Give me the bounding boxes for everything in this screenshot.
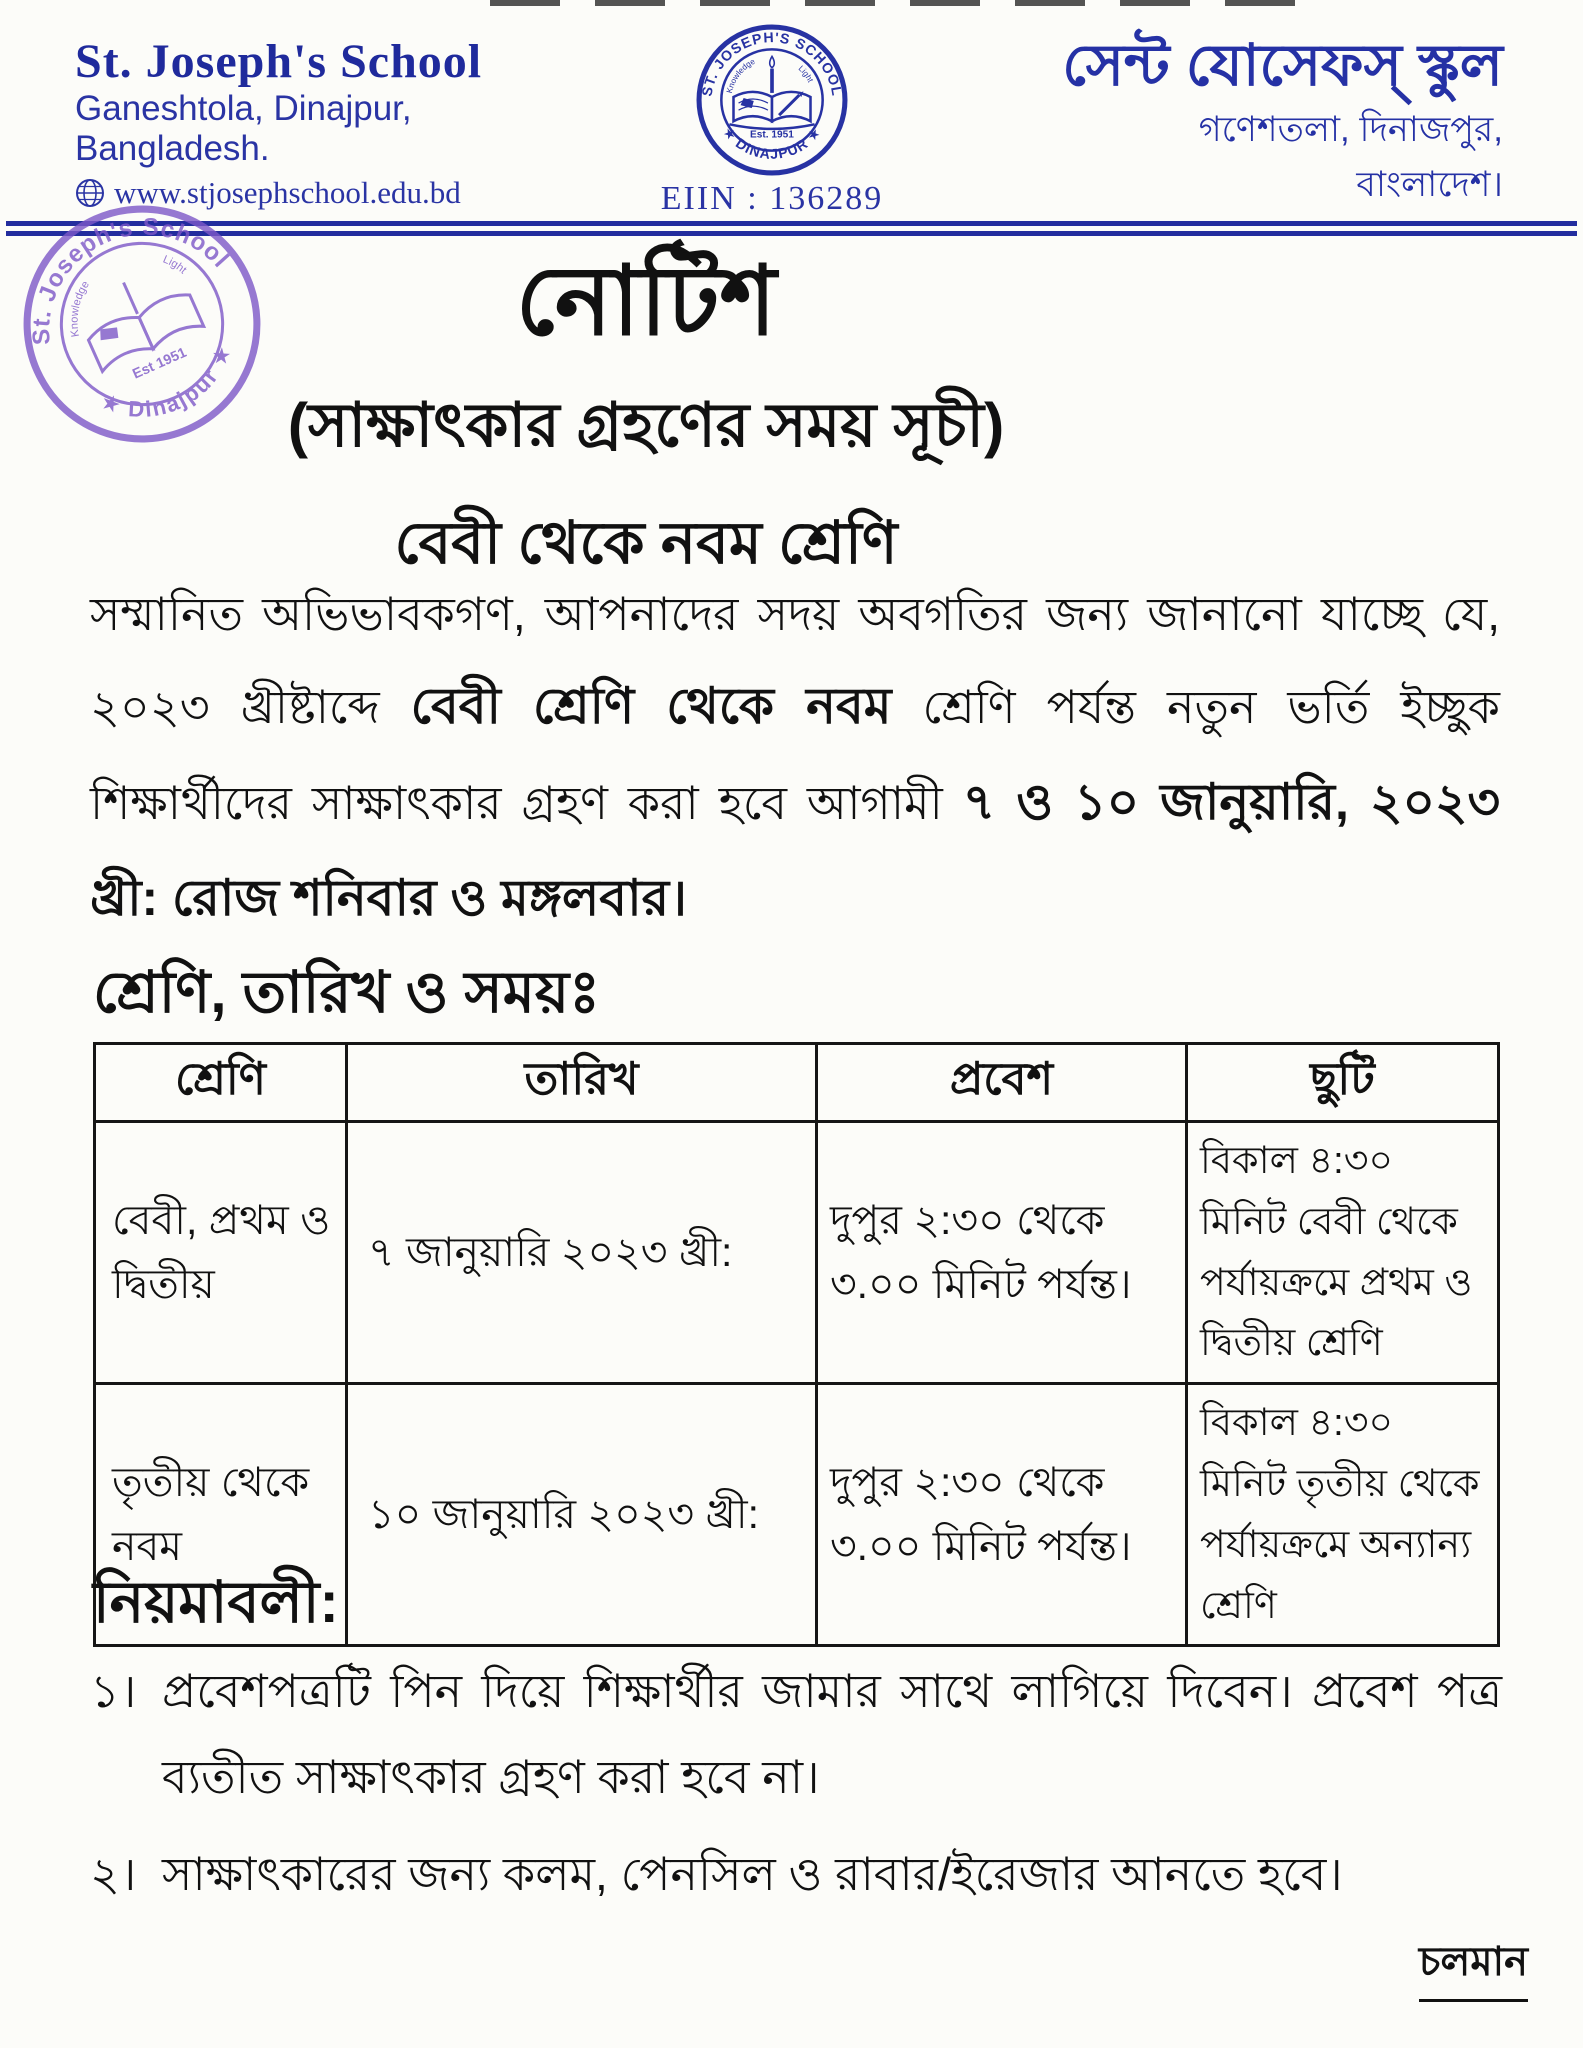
- rule-item: [90, 1648, 1502, 1821]
- notice-heading-block: [90, 248, 1202, 596]
- website-url: www.stjosephschool.edu.bd: [114, 174, 461, 210]
- stamp-light-text: Light: [161, 253, 189, 277]
- table-row: [95, 1122, 1499, 1384]
- rule-item: [90, 1831, 1502, 1917]
- notice-audience: বেবী থেকে নবম শ্রেণি: [394, 509, 898, 576]
- school-logo: [696, 24, 848, 176]
- schedule-heading: শ্রেণি, তারিখ ও সময়ঃ: [93, 960, 601, 1025]
- address-english-line2: Bangladesh.: [75, 129, 270, 169]
- eiin-number: EIIN : 136289: [660, 180, 884, 217]
- logo-ring-bottom-text: ★ DINAJPUR ★: [718, 124, 826, 163]
- header-divider: [6, 221, 1577, 236]
- cell-class: তৃতীয় থেকে নবম: [95, 1384, 347, 1646]
- globe-icon: [75, 178, 105, 208]
- stamp-ring-bottom-text: ★ Dinajpur ★: [97, 340, 238, 423]
- stamp-est-text: Est 1951: [129, 343, 189, 382]
- letterhead-left: [75, 34, 482, 211]
- logo-ring-top-text: ST. JOSEPH'S SCHOOL: [699, 30, 845, 98]
- cell-dismissal: বিকাল ৪:৩০ মিনিট বেবী থেকে পর্যায়ক্রমে প্রথম ও দ্বিতীয় শ্রেণি: [1187, 1122, 1499, 1384]
- cell-entry: দুপুর ২:৩০ থেকে ৩.০০ মিনিট পর্যন্ত।: [817, 1384, 1187, 1646]
- schedule-table: [93, 1042, 1500, 1647]
- rule-number: ১।: [90, 1665, 137, 1717]
- school-name-bengali: সেন্ট যোসেফস্ স্কুল: [1062, 33, 1503, 98]
- stamp-ring-top-text: St. Joseph's School: [27, 213, 235, 346]
- logo-knowledge-text: Knowledge: [724, 56, 757, 95]
- address-bengali-line2: বাংলাদেশ।: [1356, 165, 1503, 205]
- paragraph-segment-bold: বেবী শ্রেণি থেকে নবম: [410, 678, 892, 735]
- address-bengali-line1: গণেশতলা, দিনাজপুর,: [1198, 109, 1503, 149]
- notice-title: নোটিশ: [515, 248, 777, 355]
- address-english-line1: Ganeshtola, Dinajpur,: [75, 89, 412, 128]
- col-header-date: তারিখ: [347, 1044, 817, 1122]
- paragraph-segment-bold: ৭ ও ১০ জানুয়ারি, ২০২৩ খ্রী: রোজ শনিবার ও মঙ্গলবার।: [90, 774, 1500, 927]
- continued-label: চলমান: [1419, 1930, 1528, 2002]
- svg-text:Light: [797, 64, 816, 85]
- candle-icon: [770, 56, 775, 92]
- open-book-icon: [729, 91, 814, 129]
- rules-list: [90, 1648, 1502, 1927]
- cell-dismissal: বিকাল ৪:৩০ মিনিট তৃতীয় থেকে পর্যায়ক্রমে অন্যান্য শ্রেণি: [1187, 1384, 1499, 1646]
- col-header-dismissal: ছুটি: [1187, 1044, 1499, 1122]
- rule-text: প্রবেশপত্রটি পিন দিয়ে শিক্ষার্থীর জামার সাথে লাগিয়ে দিবেন। প্রবেশ পত্র ব্যতীত সাক্ষাৎকার গ্রহণ করা হবে না।: [162, 1665, 1502, 1804]
- cell-date: ৭ জানুয়ারি ২০২৩ খ্রী:: [347, 1122, 817, 1384]
- notice-body-paragraph: [90, 570, 1500, 946]
- cell-class: বেবী, প্রথম ও দ্বিতীয়: [95, 1122, 347, 1384]
- paragraph-segment: শ্রেণি পর্যন্ত নতুন ভর্তি ইচ্ছুক শিক্ষার্থীদের সাক্ষাৎকার গ্রহণ করা হবে আগামী: [90, 681, 1500, 830]
- rule-number: ২।: [90, 1847, 137, 1900]
- letterhead-center: [652, 24, 892, 218]
- school-name-english: St. Joseph's School: [75, 35, 483, 88]
- cell-date: ১০ জানুয়ারি ২০২৩ খ্রী:: [347, 1384, 817, 1646]
- logo-light-text: Light: [796, 63, 815, 84]
- col-header-class: শ্রেণি: [95, 1044, 347, 1122]
- table-header-row: [95, 1044, 1499, 1122]
- paragraph-segment: সম্মানিত অভিভাবকগণ, আপনাদের সদয় অবগতির জন্য জানানো যাচ্ছে যে, ২০২৩ খ্রীষ্টাব্দে: [90, 588, 1500, 734]
- cell-entry: দুপুর ২:৩০ থেকে ৩.০০ মিনিট পর্যন্ত।: [817, 1122, 1187, 1384]
- stamp-knowledge-text: Knowledge: [68, 279, 92, 338]
- rules-heading: নিয়মাবলী:: [93, 1570, 339, 1635]
- letterhead-right: [1062, 33, 1503, 208]
- logo-est-text: Est. 1951: [750, 129, 794, 141]
- col-header-entry: প্রবেশ: [817, 1044, 1187, 1122]
- notice-subtitle: (সাক্ষাৎকার গ্রহণের সময় সূচী): [287, 390, 1005, 459]
- scan-artifact: [490, 0, 1320, 6]
- rule-text: সাক্ষাৎকারের জন্য কলম, পেনসিল ও রাবার/ইরেজার আনতে হবে।: [162, 1847, 1343, 1900]
